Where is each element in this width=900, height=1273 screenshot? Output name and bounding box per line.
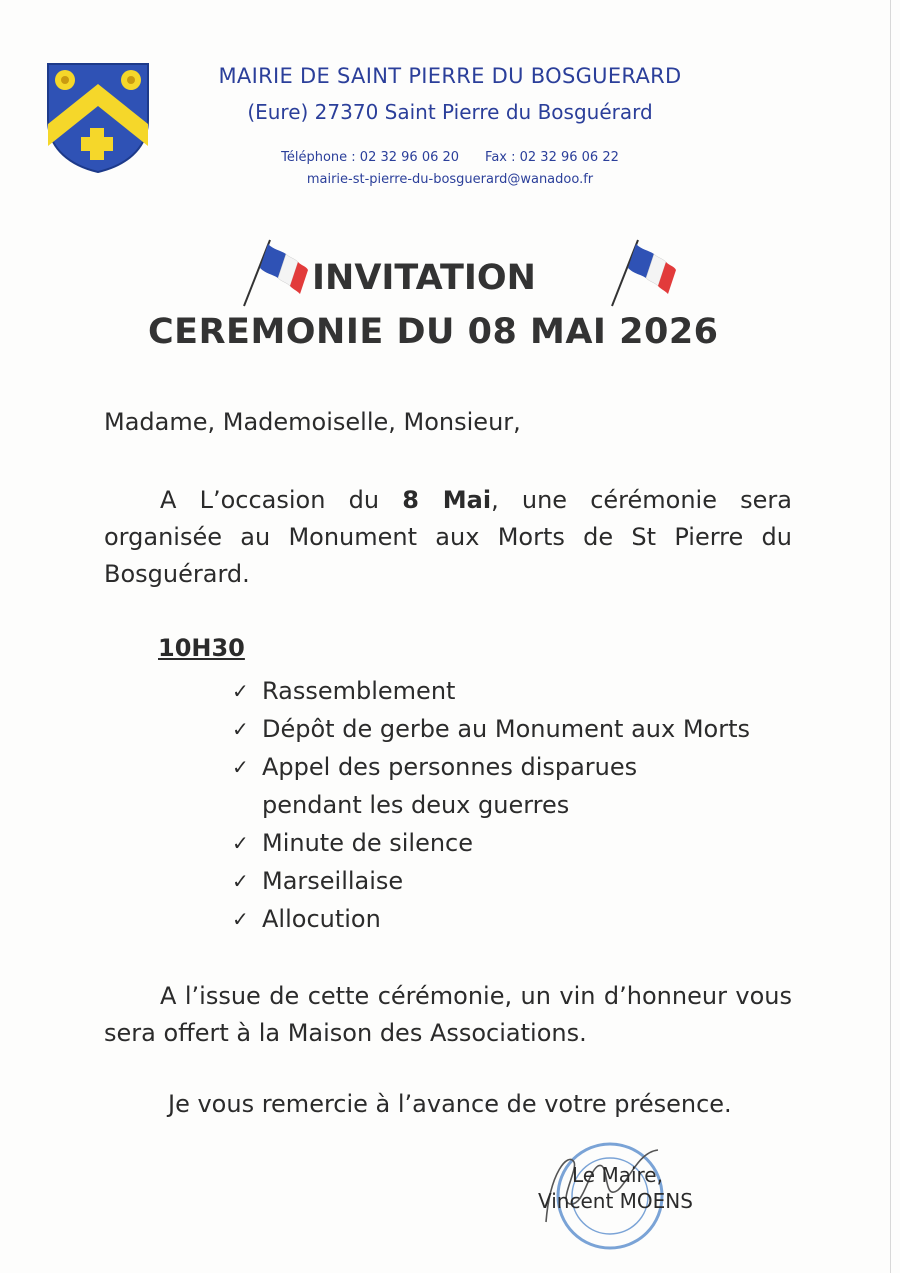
ceremony-time: 10H30 [158, 634, 245, 662]
phone-number: Téléphone : 02 32 96 06 20 [281, 150, 460, 165]
programme-item: Marseillaise [262, 867, 404, 895]
greeting: Madame, Mademoiselle, Monsieur, [104, 408, 521, 436]
checkmark-icon: ✓ [232, 755, 249, 779]
fax-number: Fax : 02 32 96 06 22 [485, 150, 619, 165]
list-item [232, 900, 792, 938]
thanks-line: Je vous remercie à l’avance de votre présence. [168, 1090, 732, 1118]
programme-item: Appel des personnes disparues pendant les deux guerres [262, 753, 638, 819]
intro-text-end: , une cérémonie sera organisée au Monument aux Morts de St Pierre du Bosguérard. [104, 486, 792, 588]
contact-line [160, 150, 740, 165]
signature-block [538, 1162, 693, 1214]
checkmark-icon: ✓ [232, 907, 249, 931]
signature-role: Le Maire, [572, 1163, 663, 1187]
checkmark-icon: ✓ [232, 717, 249, 741]
mairie-address: (Eure) 27370 Saint Pierre du Bosguérard [247, 100, 653, 124]
french-flag-icon [240, 236, 310, 308]
intro-text-start: A L’occasion du [160, 486, 403, 514]
signature-name: Vincent MOENS [538, 1189, 693, 1213]
coat-of-arms-icon [46, 62, 150, 174]
programme-item: Minute de silence [262, 829, 474, 857]
ceremony-heading: CEREMONIE DU 08 MAI 2026 [148, 312, 719, 352]
intro-paragraph [104, 482, 792, 593]
programme-list [232, 672, 792, 938]
list-item [232, 710, 792, 748]
closing-paragraph: A l’issue de cette cérémonie, un vin d’honneur vous sera offert à la Maison des Associations. [104, 982, 792, 1047]
programme-item: Allocution [262, 905, 381, 933]
list-item [232, 748, 792, 824]
scan-edge-line [890, 0, 891, 1273]
list-item [232, 824, 792, 862]
programme-item: Dépôt de gerbe au Monument aux Morts [262, 715, 751, 743]
email-address[interactable]: mairie-st-pierre-du-bosguerard@wanadoo.fr [306, 172, 594, 187]
list-item [232, 862, 792, 900]
mairie-title: MAIRIE DE SAINT PIERRE DU BOSGUERARD [218, 64, 682, 88]
checkmark-icon: ✓ [232, 869, 249, 893]
intro-date: 8 Mai [402, 486, 492, 514]
invitation-heading: INVITATION [312, 258, 536, 298]
checkmark-icon: ✓ [232, 679, 249, 703]
list-item [232, 672, 792, 710]
checkmark-icon: ✓ [232, 831, 249, 855]
french-flag-icon [608, 236, 678, 308]
programme-item: Rassemblement [262, 677, 456, 705]
